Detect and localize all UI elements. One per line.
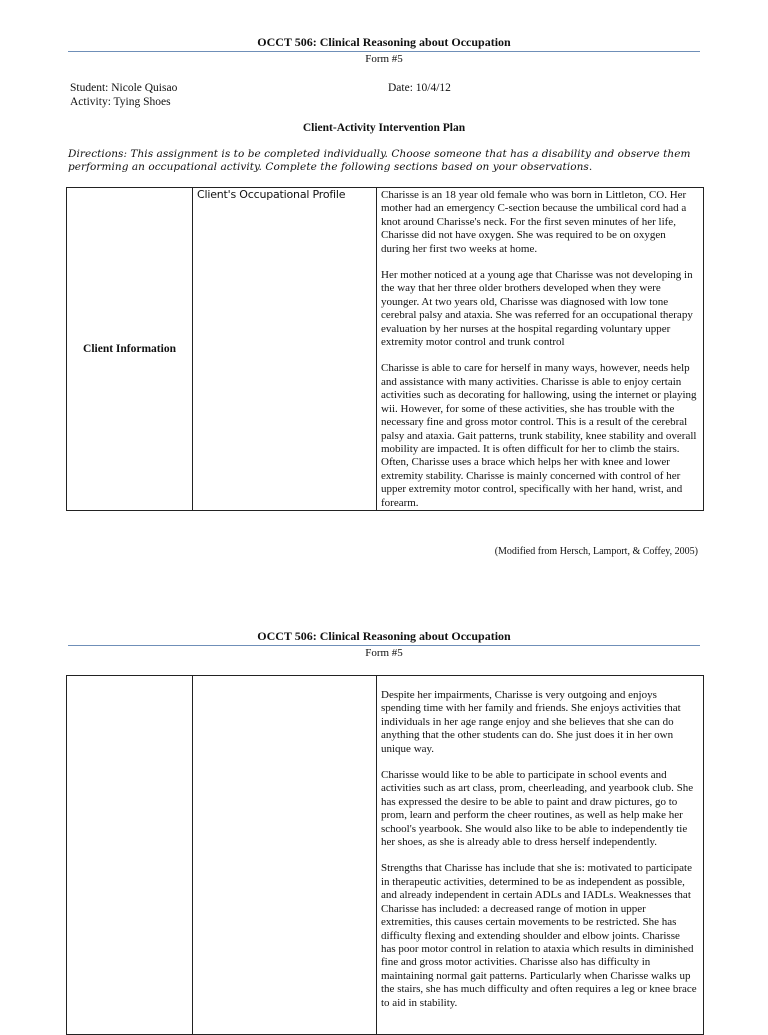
section-label-cell [192,187,377,511]
date: Date: 10/4/12 [388,82,451,94]
profile-paragraph: Her mother noticed at a young age that Charisse was not developing in the way that her three older brothers developed when they were younger. At two years old, Charisse was diagnosed with low tone cerebral palsy and ataxia. She was referred for an occupational therapy evaluation by her nurses at the hospital regarding voluntary upper extremity motor control and trunk control [381,269,693,349]
section-label-cell [192,675,377,1035]
row-label-cell [66,675,193,1035]
activity-name: Activity: Tying Shoes [70,96,171,108]
profile-paragraph: Despite her impairments, Charisse is very outgoing and enjoys spending time with her family and friends. She enjoys activities that individuals in her age range enjoy and she believes that she can do anything that the other students can do. She just does it in her own unique way. [381,689,681,755]
profile-paragraph: Strengths that Charisse has include that she is: motivated to participate in therapeutic activities, determined to be as independent as possible, and already independent in certain ADLs and IADLs. Weaknesses that Charisse has included: a decreased range of motion in upper extremities, this causes certain movements to be restricted. She has difficulty flexing and extending shoulder and elbow joints. Charisse has poor motor control in relation to ataxia which results in diminished fine and gross motor activities. Charisse also has difficulty in maintaining normal gait patterns. Particularly when Charisse walks up the stairs, she has much difficulty and often requires a leg or knee brace to aid in stability. [381,862,697,1009]
plan-title: Client-Activity Intervention Plan [302,122,466,134]
profile-content-cell [376,675,704,1035]
header-rule [68,51,700,52]
form-number: Form #5 [365,53,403,65]
client-info-table [66,187,704,511]
profile-paragraph: Charisse is an 18 year old female who was born in Littleton, CO. Her mother had an emergency C-section because the umbilical cord had a knot around Charisse's neck. For the first seven minutes of her life, Charisse did not have oxygen. She was required to be on oxygen during her first two weeks at home. [381,189,687,255]
profile-text-continued [381,689,697,1010]
student-name: Student: Nicole Quisao [70,82,178,94]
course-title: OCCT 506: Clinical Reasoning about Occupation [257,35,511,49]
occupational-profile-label: Client's Occupational Profile [197,188,346,201]
profile-paragraph: Charisse would like to be able to participate in school events and activities such as art class, prom, cheerleading, and yearbook club. She has expressed the desire to be able to paint and draw pictures, go to prom, learn and perform the cheer routines, as well as help make her school's yearbook. She would also like to be able to independently tie her shoes, as she is already able to dress herself independently. [381,769,694,849]
profile-paragraph: Charisse is able to care for herself in many ways, however, needs help and assistance with many activities. Charisse is able to enjoy certain activities such as decorating for hallowing, using the internet or playing wii. However, for some of these activities, she has trouble with the necessary fine and gross motor control. This is a result of the cerebral palsy and ataxia. Gait patterns, trunk stability, knee stability and overall mobility are impacted. It is often difficult for her to climb the stairs. Often, Charisse uses a brace which helps her with knee and lower extremity stability. Charisse is mainly concerned with control of her upper extremity motor control, specifically with her hand, wrist, and forearm. [381,362,697,509]
citation-footnote: (Modified from Hersch, Lamport, & Coffey, 2005) [494,546,698,557]
client-info-table-continued [66,675,704,1035]
course-title-page2: OCCT 506: Clinical Reasoning about Occupation [257,629,511,643]
header-rule-page2 [68,645,700,646]
directions: Directions: This assignment is to be completed individually. Choose someone that has a disability and observe them performing an occupational activity. Complete the following sections based on your observations. [68,148,691,173]
form-number-page2: Form #5 [365,647,403,659]
client-information-label: Client Information [83,343,176,355]
profile-content-cell [376,187,704,511]
profile-text [381,189,697,510]
row-label-cell [66,187,193,511]
